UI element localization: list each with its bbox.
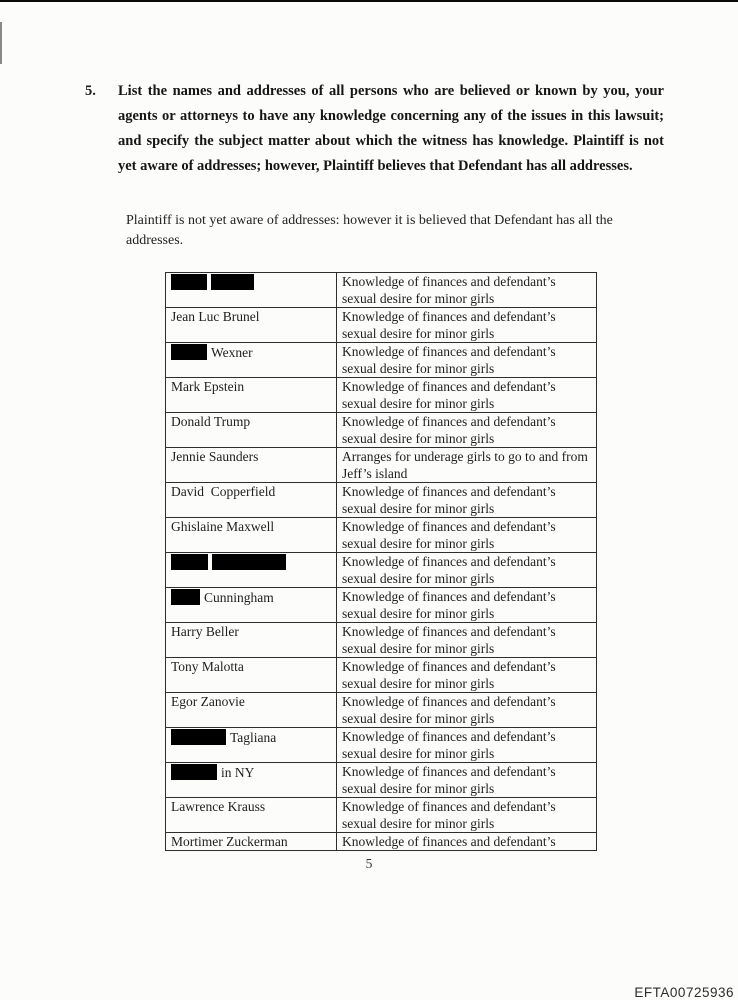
witness-name-cell — [166, 623, 337, 658]
witness-knowledge-cell: Knowledge of finances and defendant’s sexual desire for minor girls — [337, 588, 597, 623]
witness-row — [166, 693, 597, 728]
witness-name: Tony Malotta — [171, 659, 244, 674]
witness-row — [166, 658, 597, 693]
witness-knowledge-cell: Knowledge of finances and defendant’s — [337, 833, 597, 851]
witness-row — [166, 448, 597, 483]
witness-name: David Copperfield — [171, 484, 276, 499]
witness-table-body — [166, 273, 597, 851]
witness-name: Mortimer Zuckerman — [171, 834, 288, 849]
witness-row — [166, 413, 597, 448]
witness-name-cell — [166, 658, 337, 693]
question-number: 5. — [85, 83, 96, 99]
witness-name: Tagliana — [230, 730, 277, 745]
witness-name: Harry Beller — [171, 624, 239, 639]
witness-knowledge-cell: Knowledge of finances and defendant’s sexual desire for minor girls — [337, 413, 597, 448]
witness-name-cell — [166, 448, 337, 483]
witness-name-cell — [166, 413, 337, 448]
redaction-box — [211, 274, 254, 290]
witness-row — [166, 378, 597, 413]
witness-name-cell — [166, 693, 337, 728]
witness-name: Jennie Saunders — [171, 449, 259, 464]
witness-name-cell — [166, 483, 337, 518]
witness-row — [166, 728, 597, 763]
witness-knowledge-cell: Knowledge of finances and defendant’s sexual desire for minor girls — [337, 308, 597, 343]
witness-name: Cunningham — [204, 590, 274, 605]
witness-row — [166, 343, 597, 378]
redaction-box — [171, 589, 200, 605]
witness-name-cell — [166, 833, 337, 851]
witness-name-cell — [166, 553, 337, 588]
witness-knowledge-cell: Knowledge of finances and defendant’s sexual desire for minor girls — [337, 483, 597, 518]
witness-knowledge-cell: Knowledge of finances and defendant’s sexual desire for minor girls — [337, 798, 597, 833]
redaction-box — [171, 554, 208, 570]
redaction-box — [171, 344, 207, 360]
redaction-box — [171, 274, 207, 290]
witness-row — [166, 553, 597, 588]
witness-name: Jean Luc Brunel — [171, 309, 260, 324]
witness-name: Ghislaine Maxwell — [171, 519, 275, 534]
witness-row — [166, 623, 597, 658]
scan-artifact — [0, 22, 2, 64]
witness-name-cell — [166, 378, 337, 413]
witness-name-cell — [166, 728, 337, 763]
witness-name: Egor Zanovie — [171, 694, 245, 709]
witness-row — [166, 763, 597, 798]
witness-row — [166, 833, 597, 851]
witness-name-cell — [166, 518, 337, 553]
witness-row — [166, 483, 597, 518]
witness-name-cell — [166, 798, 337, 833]
answer-text: Plaintiff is not yet aware of addresses: however it is believed that Defendant has all the addresses. — [126, 213, 613, 248]
witness-knowledge-cell: Arranges for underage girls to go to and from Jeff’s island — [337, 448, 597, 483]
redaction-box — [171, 764, 217, 780]
witness-name-cell — [166, 763, 337, 798]
witness-row — [166, 588, 597, 623]
witness-knowledge-cell: Knowledge of finances and defendant’s sexual desire for minor girls — [337, 273, 597, 308]
witness-row — [166, 798, 597, 833]
witness-knowledge-cell: Knowledge of finances and defendant’s sexual desire for minor girls — [337, 343, 597, 378]
question-text: List the names and addresses of all persons who are believed or known by you, your agents or attorneys to have any knowledge concerning any of the issues in this lawsuit; and specify the subject matter about which the witness has knowledge. Plaintiff is not yet aware of addresses; however, Plaintiff believes that Defendant has all addresses. — [118, 83, 664, 174]
redaction-box — [171, 729, 226, 745]
witness-knowledge-cell: Knowledge of finances and defendant’s sexual desire for minor girls — [337, 623, 597, 658]
witness-knowledge-cell: Knowledge of finances and defendant’s sexual desire for minor girls — [337, 763, 597, 798]
witness-name: Wexner — [211, 345, 253, 360]
witness-knowledge-cell: Knowledge of finances and defendant’s sexual desire for minor girls — [337, 728, 597, 763]
witness-row — [166, 518, 597, 553]
bates-number: EFTA00725936 — [634, 985, 734, 1000]
witness-row — [166, 308, 597, 343]
witness-knowledge-cell: Knowledge of finances and defendant’s sexual desire for minor girls — [337, 693, 597, 728]
witness-name: Lawrence Krauss — [171, 799, 266, 814]
scan-edge-line — [0, 0, 738, 2]
witness-name-cell — [166, 308, 337, 343]
redaction-box — [212, 554, 286, 570]
witness-name: Mark Epstein — [171, 379, 245, 394]
witness-knowledge-cell: Knowledge of finances and defendant’s sexual desire for minor girls — [337, 378, 597, 413]
witness-name-cell — [166, 588, 337, 623]
witness-name-cell — [166, 273, 337, 308]
witness-name: Donald Trump — [171, 414, 251, 429]
witness-name-cell — [166, 343, 337, 378]
witness-knowledge-cell: Knowledge of finances and defendant’s sexual desire for minor girls — [337, 658, 597, 693]
witness-table — [165, 272, 597, 851]
witness-knowledge-cell: Knowledge of finances and defendant’s sexual desire for minor girls — [337, 553, 597, 588]
witness-knowledge-cell: Knowledge of finances and defendant’s sexual desire for minor girls — [337, 518, 597, 553]
witness-name: in NY — [221, 765, 255, 780]
page-number: 5 — [365, 856, 373, 871]
witness-row — [166, 273, 597, 308]
